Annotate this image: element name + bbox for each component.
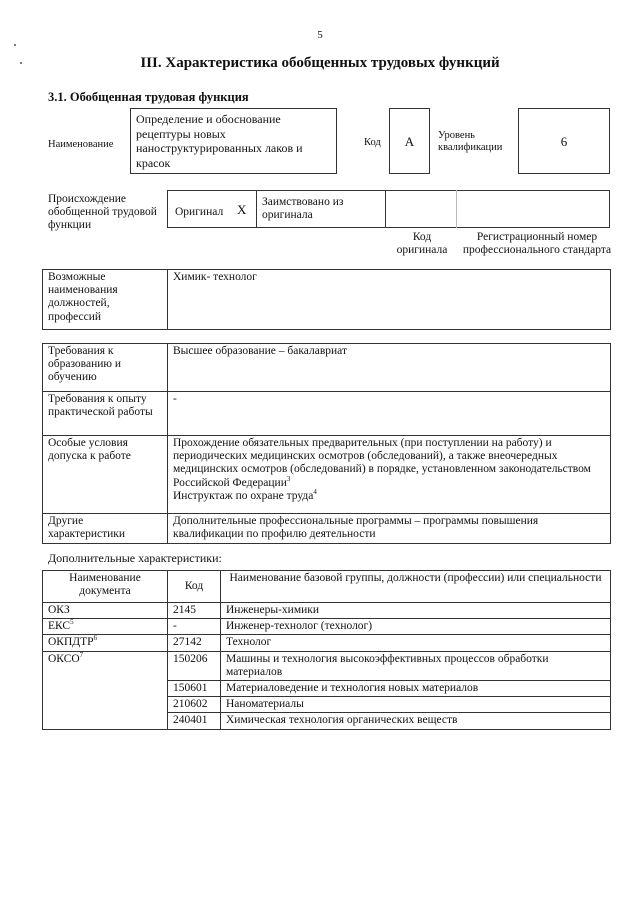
requirement-label: Особые условия допуска к работе (43, 436, 168, 514)
name-cell: Машины и технология высокоэффективных процессов обработки материалов (221, 651, 611, 680)
doc-name: ОКЗ (48, 604, 70, 616)
name-cell: Материаловедение и технология новых материалов (221, 681, 611, 697)
code-cell: 210602 (168, 697, 221, 713)
code-cell: 2145 (168, 603, 221, 619)
requirements-table (42, 343, 611, 544)
table-row (43, 635, 611, 651)
code-cell: - (168, 619, 221, 635)
doc-cell (43, 635, 168, 651)
page-number: 5 (317, 29, 323, 41)
positions-label: Возможные наименования должностей, профессий (43, 270, 168, 330)
gtf-code-value: А (404, 134, 415, 149)
origin-divider (385, 190, 386, 228)
table-row (43, 619, 611, 635)
requirement-value (168, 436, 611, 514)
gtf-level-box (518, 108, 610, 174)
table-row (43, 651, 611, 680)
doc-name: ЕКС (48, 620, 71, 633)
name-cell: Технолог (221, 635, 611, 651)
code-cell: 240401 (168, 713, 221, 729)
table-row (43, 392, 611, 436)
origin-box (167, 190, 610, 228)
gtf-name-value: Определение и обоснование рецептуры новых наноструктурированных лаков и красок (136, 112, 303, 170)
code-cell: 150206 (168, 651, 221, 680)
footnote-marker: 3 (286, 474, 291, 483)
doc-cell (43, 603, 168, 619)
requirement-line: Прохождение обязательных предварительных (при поступлении на работу) и периодических медицинских осмотров (обследований), а также внеочередных медицинских осмотров (обследований) в порядке, установленном законодательством Российской Федерации (173, 437, 591, 489)
name-cell: Инженер-технолог (технолог) (221, 619, 611, 635)
name-cell: Химическая технология органических веществ (221, 713, 611, 729)
table-row (43, 514, 611, 544)
code-original-caption: Код оригинала (396, 231, 448, 257)
requirement-value: Высшее образование – бакалавриат (168, 344, 611, 392)
footnote-marker: 5 (70, 618, 74, 627)
code-cell: 27142 (168, 635, 221, 651)
table-header-row (43, 571, 611, 603)
gtf-level-label: Уровень квалификации (438, 130, 503, 153)
requirement-label: Требования к образованию и обучению (43, 344, 168, 392)
gtf-name-label: Наименование (48, 139, 114, 150)
additional-caption: Дополнительные характеристики: (48, 551, 222, 565)
gtf-code-box (389, 108, 430, 174)
table-row (43, 436, 611, 514)
gtf-level-value: 6 (560, 134, 568, 149)
doc-name: ОКСО (48, 652, 80, 665)
doc-name: ОКПДТР (48, 636, 94, 649)
table-row (43, 270, 611, 330)
footnote-marker: 4 (313, 487, 317, 496)
column-header: Наименование базовой группы, должности (профессии) или специальности (221, 571, 611, 603)
doc-cell (43, 651, 168, 729)
origin-divider (256, 190, 257, 228)
gtf-code-label: Код (364, 137, 381, 148)
column-header: Код (168, 571, 221, 603)
subsection-title: 3.1. Обобщенная трудовая функция (48, 90, 249, 104)
requirement-line: Инструктаж по охране труда (173, 489, 314, 502)
footnote-marker: 6 (93, 634, 98, 643)
section-title: III. Характеристика обобщенных трудовых функций (140, 55, 500, 71)
origin-original-label: Оригинал (175, 206, 224, 218)
requirement-label: Требования к опыту практической работы (43, 392, 168, 436)
column-header: Наименование документа (43, 571, 168, 603)
requirement-value: Дополнительные профессиональные программы – программы повышения квалификации по профилю деятельности (168, 514, 611, 544)
positions-table (42, 269, 611, 330)
positions-value: Химик- технолог (168, 270, 611, 330)
scan-speck (14, 44, 16, 46)
origin-original-mark: X (237, 202, 247, 217)
gtf-name-box (130, 108, 337, 174)
table-row (43, 344, 611, 392)
footnote-marker: 7 (79, 650, 84, 659)
name-cell: Инженеры-химики (221, 603, 611, 619)
requirement-value: - (168, 392, 611, 436)
name-cell: Наноматериалы (221, 697, 611, 713)
additional-table (42, 570, 611, 730)
code-cell: 150601 (168, 681, 221, 697)
requirement-label: Другие характеристики (43, 514, 168, 544)
reg-number-caption: Регистрационный номер профессионального стандарта (462, 231, 612, 257)
table-row (43, 603, 611, 619)
origin-label: Происхождение обобщенной трудовой функции (48, 193, 157, 232)
origin-divider (456, 190, 457, 228)
origin-borrowed-label: Заимствовано из оригинала (262, 196, 344, 222)
doc-cell (43, 619, 168, 635)
